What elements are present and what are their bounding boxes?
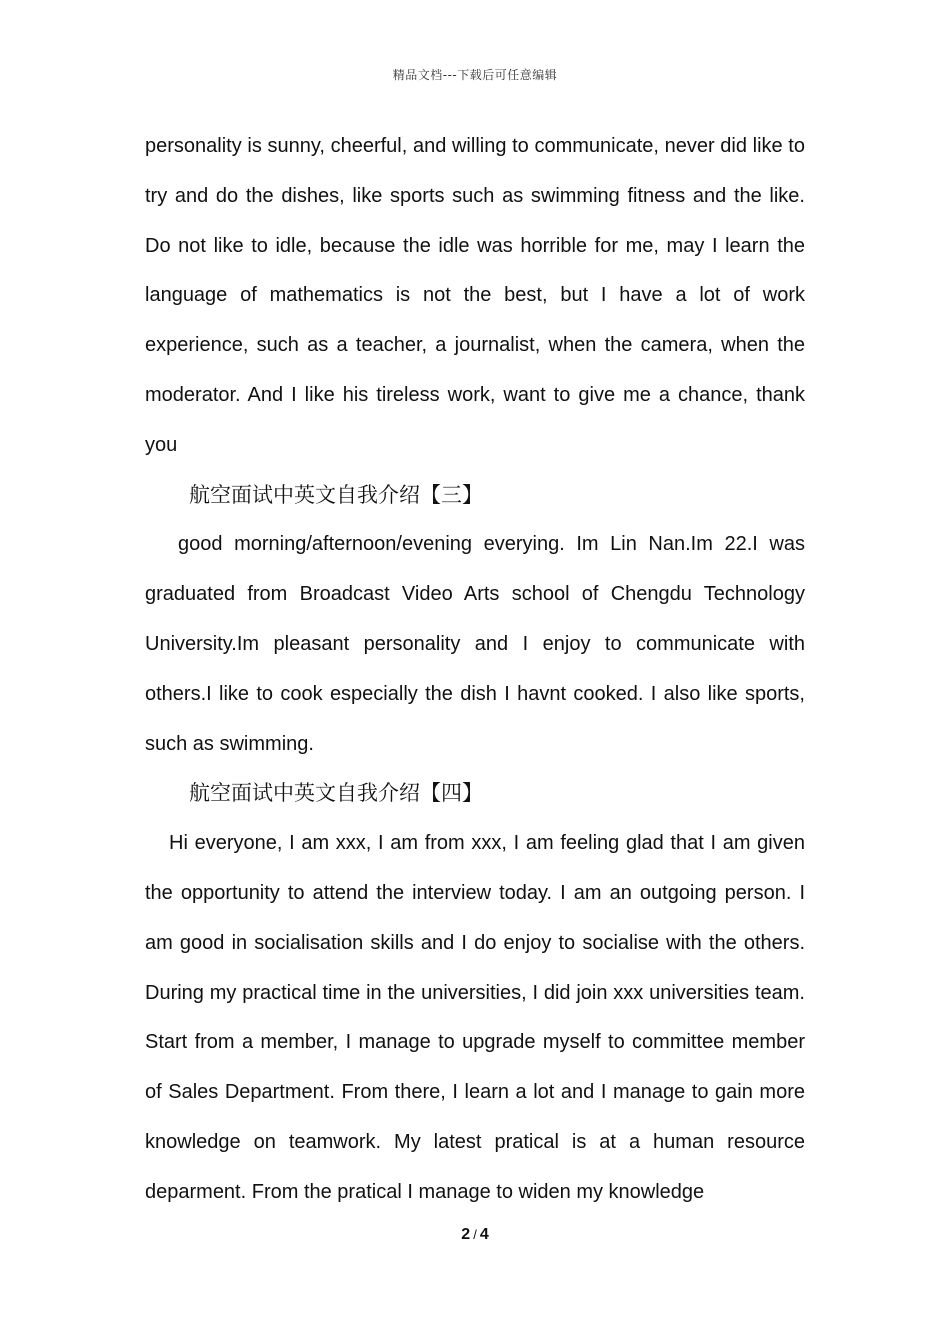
paragraph-section-four: Hi everyone, I am xxx, I am from xxx, I am feeling glad that I am given the opportunity to attend the interview today. I am an outgoing person. I am good in socialisation skills and I do enjoy to socialise with the others. During my practical time in the universities, I did join xxx universities team. Start from a member, I manage to upgrade myself to committee member of Sales Department. From there, I learn a lot and I manage to gain more knowledge on teamwork. My latest pratical is at a human resource deparment. From the pratical I manage to widen my knowledge [145,832,805,1203]
page-header: 精品文档---下载后可任意编辑 [392,68,558,82]
paragraph-section-three: good morning/afternoon/evening everying. Im Lin Nan.Im 22.I was graduated from Broadcast Video Arts school of Chengdu Technology University.Im pleasant personality and I enjoy to communicate with others.I like to cook especially the dish I havnt cooked. I also like sports, such as swimming. [145,533,805,755]
section-heading-four: 航空面试中英文自我介绍【四】 [189,781,483,806]
paragraph-intro-continued: personality is sunny, cheerful, and willing to communicate, never did like to try and do the dishes, like sports such as swimming fitness and the like. Do not like to idle, because the idle was horrible for me, may I learn the language of mathematics is not the best, but I have a lot of work experience, such as a teacher, a journalist, when the camera, when the moderator. And I like his tireless work, want to give me a chance, thank you [145,135,805,456]
document-body [145,122,805,1218]
total-pages-number: 4 [479,1226,489,1243]
section-heading-three: 航空面试中英文自我介绍【三】 [189,482,483,507]
page-number-separator: / [473,1227,477,1242]
current-page-number: 2 [461,1226,471,1243]
page-number [0,1226,950,1244]
